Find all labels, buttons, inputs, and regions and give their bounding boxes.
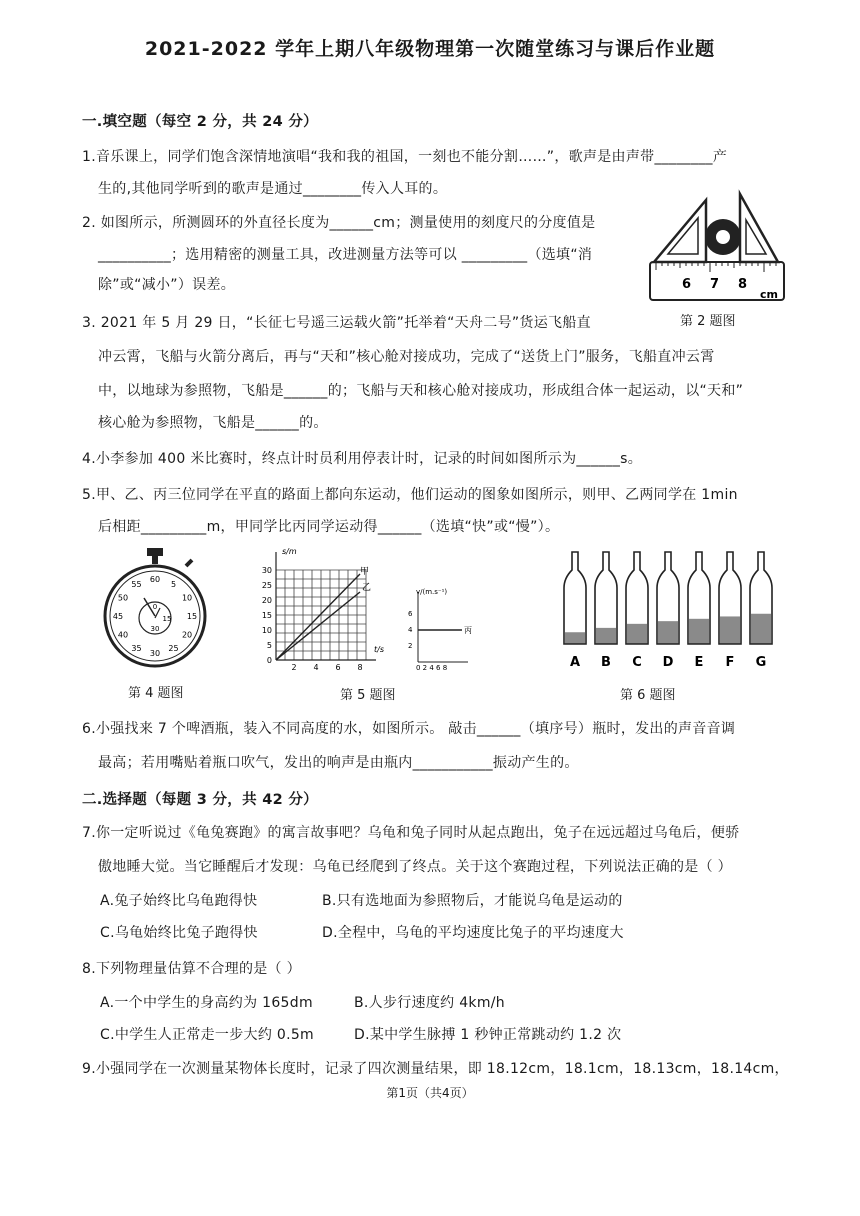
fig6-bottle-water bbox=[596, 628, 616, 644]
fig4-small-15: 15 bbox=[162, 615, 172, 623]
q1-line-2: 生的,其他同学听到的歌声是通过________传入人耳的。 bbox=[98, 181, 448, 197]
q4-line: 4.小李参加 400 米比赛时，终点计时员利用停表计时，记录的时间如图所示为______s。 bbox=[82, 451, 643, 467]
fig5-xtick: 4 bbox=[313, 663, 319, 672]
fig5-v-ytick-6: 6 bbox=[408, 610, 413, 618]
fig5-yi-label: 乙 bbox=[362, 583, 372, 593]
fig6-bottle-water bbox=[565, 632, 585, 644]
fig5-ytick: 15 bbox=[261, 611, 272, 620]
fig5-vt-graph bbox=[406, 586, 476, 672]
fig4-dial-label: 35 bbox=[131, 644, 142, 654]
q5-line-1: 5.甲、乙、丙三位同学在平直的路面上都向东运动，他们运动的图象如图所示，则甲、乙两同学在 1min bbox=[82, 487, 738, 503]
fig6-bottle-label: B bbox=[601, 655, 611, 670]
fig6-bottle-water bbox=[658, 621, 678, 644]
fig2-caption: 第 2 题图 bbox=[680, 314, 736, 329]
fig5-xtick: 6 bbox=[335, 663, 341, 672]
fig5-st-graph bbox=[256, 548, 396, 678]
fig6-bottle-water bbox=[751, 614, 771, 644]
fig4-dial-label: 20 bbox=[181, 630, 193, 640]
fig5-jia-label: 甲 bbox=[360, 567, 370, 577]
fig5-caption: 第 5 题图 bbox=[340, 688, 396, 703]
fig5-ytick: 10 bbox=[261, 626, 272, 635]
fig2-tick-6: 6 bbox=[682, 277, 692, 292]
q3-line-1: 3. 2021 年 5 月 29 日，“长征七号遥三运载火箭”托举着“天舟二号”货运飞船直 bbox=[82, 315, 591, 331]
q2-line-2: __________；选用精密的测量工具，改进测量方法等可以 _________（选填“消 bbox=[98, 247, 593, 263]
fig6-bottle-water bbox=[720, 616, 740, 644]
fig5-v-ytick-4: 4 bbox=[408, 626, 413, 634]
q8-option-c: C.中学生人正常走一步大约 0.5m bbox=[100, 1027, 314, 1043]
fig2-unit: cm bbox=[760, 288, 778, 301]
q3-line-3: 中，以地球为参照物，飞船是______的；飞船与天和核心舱对接成功，形成组合体一起运动，以“天和” bbox=[98, 383, 744, 399]
fig4-stopwatch bbox=[100, 546, 210, 676]
q3-line-4: 核心舱为参照物，飞船是______的。 bbox=[98, 415, 328, 431]
q2-line-1: 2. 如图所示，所测圆环的外直径长度为______cm；测量使用的刻度尺的分度值是 bbox=[82, 215, 596, 231]
q8-option-a: A.一个中学生的身高约为 165dm bbox=[100, 995, 313, 1011]
fig4-dial-label: 50 bbox=[117, 593, 129, 603]
fig4-dial-label: 5 bbox=[170, 579, 177, 589]
fig6-bottle bbox=[564, 552, 586, 644]
q7-line-2: 傲地睡大觉。当它睡醒后才发现：乌龟已经爬到了终点。关于这个赛跑过程，下列说法正确的是（ ） bbox=[98, 859, 732, 875]
fig5-t-label: t/s bbox=[374, 645, 384, 654]
fig5-v-xticks: 0 2 4 6 8 bbox=[416, 664, 448, 672]
q6-line-1: 6.小强找来 7 个啤酒瓶，装入不同高度的水，如图所示。 敲击______（填序号）瓶时，发出的声音音调 bbox=[82, 721, 736, 737]
q2-line-3: 除”或“减小”）误差。 bbox=[98, 277, 236, 293]
fig5-v-label: v/(m.s⁻¹) bbox=[416, 588, 448, 596]
fig4-dial-label: 15 bbox=[186, 612, 198, 621]
fig4-dial-label: 40 bbox=[117, 630, 129, 640]
fig5-ytick: 30 bbox=[261, 566, 272, 575]
fig2-tick-7: 7 bbox=[710, 277, 720, 292]
fig5-s-label: s/m bbox=[282, 547, 297, 556]
page-title: 2021-2022 学年上期八年级物理第一次随堂练习与课后作业题 bbox=[144, 38, 716, 60]
fig4-caption: 第 4 题图 bbox=[128, 686, 184, 701]
fig6-bottle-label: E bbox=[694, 655, 704, 670]
q8-option-d: D.某中学生脉搏 1 秒钟正常跳动约 1.2 次 bbox=[354, 1027, 622, 1043]
fig5-v-ytick-2: 2 bbox=[408, 642, 413, 650]
fig5-xtick: 2 bbox=[291, 663, 297, 672]
fig6-bottle-water bbox=[627, 624, 647, 644]
q7-option-a: A.兔子始终比乌龟跑得快 bbox=[100, 893, 258, 909]
fig4-small-0: 0 bbox=[152, 603, 158, 611]
fig6-bottle-label: D bbox=[662, 655, 674, 670]
q5-line-2: 后相距_________m，甲同学比丙同学运动得______（选填“快”或“慢”）。 bbox=[98, 519, 560, 535]
q9-line: 9.小强同学在一次测量某物体长度时，记录了四次测量结果，即 18.12cm，18.1cm，18.13cm，18.14cm， bbox=[82, 1061, 789, 1077]
fig6-bottle-label: F bbox=[725, 655, 735, 670]
fig5-ytick: 20 bbox=[261, 596, 272, 605]
q8-line: 8.下列物理量估算不合理的是（ ） bbox=[82, 961, 301, 977]
fig5-ytick: 25 bbox=[261, 581, 272, 590]
q3-line-2: 冲云霄，飞船与火箭分离后，再与“天和”核心舱对接成功，完成了“送货上门”服务，飞船直冲云霄 bbox=[98, 349, 715, 365]
fig4-dial-label: 60 bbox=[149, 575, 161, 584]
fig6-bottle-water bbox=[689, 619, 709, 644]
fig4-small-30: 30 bbox=[150, 625, 160, 633]
fig4-dial-label: 25 bbox=[168, 644, 179, 654]
fig2-tick-8: 8 bbox=[738, 277, 748, 292]
q7-option-b: B.只有选地面为参照物后，才能说乌龟是运动的 bbox=[322, 893, 623, 909]
q1-line-1: 1.音乐课上，同学们饱含深情地演唱“我和我的祖国，一刻也不能分割……”，歌声是由声带________产 bbox=[82, 149, 728, 165]
fig5-bing-label: 丙 bbox=[464, 626, 472, 635]
fig6-bottles bbox=[558, 548, 784, 670]
fig5-xtick: 8 bbox=[357, 663, 363, 672]
fig5-line-jia bbox=[276, 574, 360, 660]
q8-option-b: B.人步行速度约 4km/h bbox=[354, 995, 505, 1011]
fig4-dial-label: 55 bbox=[131, 579, 142, 589]
fig6-bottle-label: G bbox=[755, 655, 767, 670]
fig5-ytick: 0 bbox=[266, 656, 272, 665]
fig2-ruler-figure bbox=[646, 192, 786, 304]
q7-line-1: 7.你一定听说过《龟兔赛跑》的寓言故事吧？乌龟和兔子同时从起点跑出，兔子在远远超过乌龟后，便骄 bbox=[82, 825, 740, 841]
fig4-dial-label: 45 bbox=[112, 612, 124, 621]
fig5-ytick: 5 bbox=[266, 641, 272, 650]
fig6-bottle-label: A bbox=[569, 655, 581, 670]
q6-line-2: 最高；若用嘴贴着瓶口吹气，发出的响声是由瓶内___________振动产生的。 bbox=[98, 755, 579, 771]
q7-option-d: D.全程中，乌龟的平均速度比兔子的平均速度大 bbox=[322, 925, 624, 941]
fig5-line-yi bbox=[276, 592, 360, 660]
fig6-caption: 第 6 题图 bbox=[620, 688, 676, 703]
fig6-bottle-label: C bbox=[632, 655, 642, 670]
section-1-heading: 一.填空题（每空 2 分，共 24 分） bbox=[82, 114, 318, 130]
q7-option-c: C.乌龟始终比兔子跑得快 bbox=[100, 925, 258, 941]
section-2-heading: 二.选择题（每题 3 分，共 42 分） bbox=[82, 792, 318, 808]
page-footer: 第1页（共4页） bbox=[386, 1086, 474, 1100]
fig4-dial-label: 30 bbox=[149, 649, 161, 658]
fig4-dial-label: 10 bbox=[181, 593, 193, 603]
